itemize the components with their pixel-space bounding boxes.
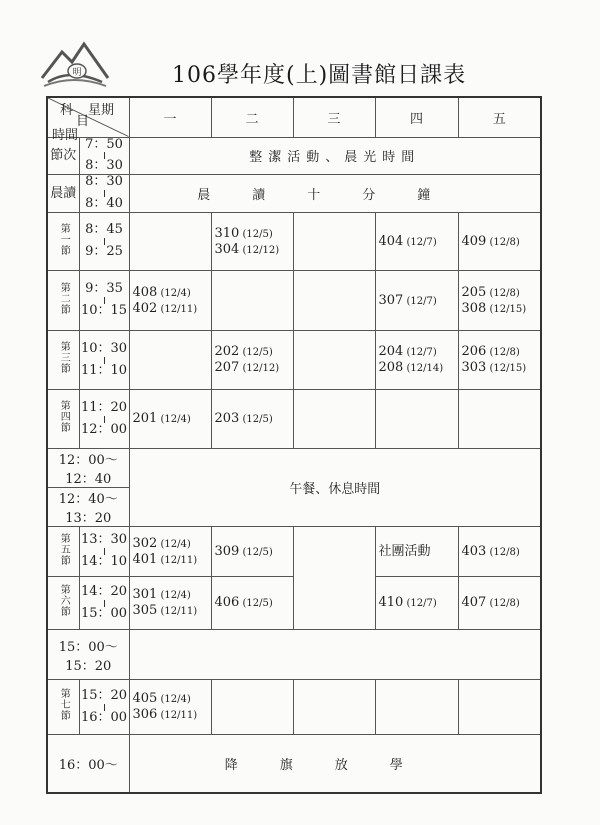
class-entry xyxy=(133,707,211,723)
day-header: 五 xyxy=(458,97,541,137)
class-entry xyxy=(133,285,211,301)
schedule-cell xyxy=(375,213,458,271)
period-row xyxy=(47,527,541,577)
class-entry xyxy=(379,293,458,309)
class-number: 302 xyxy=(132,535,158,551)
class-entry xyxy=(379,234,458,250)
class-number: 401 xyxy=(132,551,158,567)
class-date: (12/11) xyxy=(157,710,198,722)
class-number: 407 xyxy=(461,595,487,611)
schedule-cell xyxy=(458,390,541,449)
class-date: (12/14) xyxy=(403,363,444,375)
schedule-cell xyxy=(211,271,293,331)
class-date: (12/11) xyxy=(157,554,198,566)
period-row xyxy=(47,213,541,271)
class-date: (12/8) xyxy=(486,287,520,299)
class-number: 303 xyxy=(461,360,487,376)
class-number: 402 xyxy=(132,300,158,316)
class-number: 306 xyxy=(132,707,158,723)
header-row xyxy=(47,97,541,137)
svg-text:明: 明 xyxy=(72,68,82,78)
class-date: (12/8) xyxy=(486,347,520,359)
class-entry xyxy=(133,301,211,317)
cleaning-row xyxy=(47,137,541,175)
schedule-cell xyxy=(211,331,293,390)
class-number: 208 xyxy=(378,360,404,376)
class-date: (12/8) xyxy=(486,546,520,558)
schedule-table xyxy=(46,96,542,794)
period-row xyxy=(47,271,541,331)
schedule-cell xyxy=(293,527,375,630)
class-entry xyxy=(133,603,211,619)
class-entry xyxy=(133,587,211,603)
schedule-cell xyxy=(293,390,375,449)
period-row xyxy=(47,331,541,390)
lunch-time-1: 12：00～12：40 xyxy=(47,449,129,488)
class-date: (12/7) xyxy=(403,295,437,307)
schedule-cell xyxy=(375,390,458,449)
schedule-cell xyxy=(458,213,541,271)
class-entry xyxy=(462,344,541,360)
schedule-cell xyxy=(375,577,458,630)
period-label: 第三節 xyxy=(47,331,79,390)
lunch-time-2: 12：40～13：20 xyxy=(47,488,129,527)
class-date: (12/4) xyxy=(157,538,191,550)
class-number: 305 xyxy=(132,603,158,619)
class-date: (12/11) xyxy=(157,606,198,618)
class-number: 207 xyxy=(214,360,240,376)
break-time: 15：00～15：20 xyxy=(47,630,129,680)
class-entry xyxy=(462,234,541,250)
schedule-cell xyxy=(458,271,541,331)
schedule-cell xyxy=(458,527,541,577)
school-logo xyxy=(40,38,110,88)
time-range: 9：35 10：15 xyxy=(79,271,129,331)
class-date: (12/4) xyxy=(157,694,191,706)
class-entry xyxy=(215,360,293,376)
reading-activity: 晨讀十分鐘 xyxy=(129,175,541,213)
class-date: (12/4) xyxy=(157,590,191,602)
class-date: (12/4) xyxy=(157,287,191,299)
class-number: 304 xyxy=(214,241,240,257)
time-range: 7：50 8：30 xyxy=(79,137,129,175)
class-date: (12/7) xyxy=(403,598,437,610)
class-entry xyxy=(215,344,293,360)
class-number: 204 xyxy=(378,344,404,360)
class-number: 203 xyxy=(214,411,240,427)
class-number: 309 xyxy=(214,543,240,559)
schedule-cell xyxy=(293,331,375,390)
time-range: 14：20 15：00 xyxy=(79,577,129,630)
schedule-cell xyxy=(293,271,375,331)
class-date: (12/8) xyxy=(486,236,520,248)
period-label: 第一節 xyxy=(47,213,79,271)
class-entry xyxy=(462,301,541,317)
day-header: 三 xyxy=(293,97,375,137)
schedule-cell xyxy=(129,331,211,390)
day-header: 一 xyxy=(129,97,211,137)
schedule-cell xyxy=(375,680,458,735)
class-entry xyxy=(215,411,293,427)
page-title: 106學年度(上)圖書館日課表 xyxy=(172,63,467,88)
day-header: 二 xyxy=(211,97,293,137)
class-number: 406 xyxy=(214,595,240,611)
schedule-cell xyxy=(375,331,458,390)
class-entry xyxy=(379,544,458,559)
period-label: 第四節 xyxy=(47,390,79,449)
period-label: 第二節 xyxy=(47,271,79,331)
class-date: (12/4) xyxy=(157,414,191,426)
class-number: 404 xyxy=(378,233,404,249)
schedule-cell xyxy=(129,577,211,630)
dismissal-time: 16：00～ xyxy=(47,735,129,793)
lunch-break: 午餐、休息時間 xyxy=(129,449,541,527)
class-date: (12/5) xyxy=(239,347,273,359)
cleaning-activity: 整潔活動、晨光時間 xyxy=(129,137,541,175)
dismissal-row xyxy=(47,735,541,793)
class-number: 205 xyxy=(461,284,487,300)
afternoon-break-row xyxy=(47,630,541,680)
schedule-cell xyxy=(293,213,375,271)
row-label: 節次 xyxy=(47,137,79,175)
class-entry xyxy=(379,344,458,360)
class-entry xyxy=(133,411,211,427)
class-entry xyxy=(215,595,293,611)
class-number: 310 xyxy=(214,225,240,241)
class-date: (12/8) xyxy=(486,598,520,610)
reading-row xyxy=(47,175,541,213)
class-number: 307 xyxy=(378,292,404,308)
class-number: 202 xyxy=(214,344,240,360)
class-number: 301 xyxy=(132,587,158,603)
class-date: (12/5) xyxy=(239,228,273,240)
class-date: (12/5) xyxy=(239,546,273,558)
schedule-cell xyxy=(129,680,211,735)
class-date: (12/5) xyxy=(239,414,273,426)
class-number: 410 xyxy=(378,595,404,611)
schedule-cell xyxy=(375,527,458,577)
schedule-cell xyxy=(293,680,375,735)
schedule-cell xyxy=(458,331,541,390)
time-range: 10：30 11：10 xyxy=(79,331,129,390)
schedule-cell xyxy=(129,213,211,271)
break-empty xyxy=(129,630,541,680)
time-range: 11：20 12：00 xyxy=(79,390,129,449)
period-label: 第六節 xyxy=(47,577,79,630)
class-date: (12/12) xyxy=(239,363,280,375)
schedule-cell xyxy=(211,577,293,630)
period-row xyxy=(47,390,541,449)
schedule-cell xyxy=(458,577,541,630)
class-number: 308 xyxy=(461,300,487,316)
class-number: 409 xyxy=(461,233,487,249)
time-range: 15：20 16：00 xyxy=(79,680,129,735)
day-header: 四 xyxy=(375,97,458,137)
time-range: 8：45 9：25 xyxy=(79,213,129,271)
schedule-cell xyxy=(129,390,211,449)
period-label: 第五節 xyxy=(47,527,79,577)
class-entry xyxy=(462,360,541,376)
class-number: 社團活動 xyxy=(378,544,431,560)
class-entry xyxy=(462,544,541,560)
class-number: 405 xyxy=(132,691,158,707)
period-label: 第七節 xyxy=(47,680,79,735)
class-number: 201 xyxy=(132,411,158,427)
dismissal-activity: 降旗放學 xyxy=(129,735,541,793)
class-entry xyxy=(215,242,293,258)
time-range: 13：30 14：10 xyxy=(79,527,129,577)
schedule-cell xyxy=(458,680,541,735)
schedule-cell xyxy=(211,527,293,577)
time-range: 8：30 8：40 xyxy=(79,175,129,213)
class-entry xyxy=(133,691,211,707)
schedule-cell xyxy=(211,390,293,449)
class-entry xyxy=(462,285,541,301)
class-date: (12/12) xyxy=(239,244,280,256)
class-entry xyxy=(215,226,293,242)
schedule-cell xyxy=(129,271,211,331)
class-number: 408 xyxy=(132,284,158,300)
class-entry xyxy=(379,595,458,611)
class-entry xyxy=(462,595,541,611)
class-entry xyxy=(379,360,458,376)
class-number: 206 xyxy=(461,344,487,360)
class-entry xyxy=(133,552,211,568)
schedule-cell xyxy=(211,680,293,735)
corner-header-cell: 科 星期 目 時間 xyxy=(47,97,129,137)
lunch-row-1 xyxy=(47,449,541,488)
row-label: 晨讀 xyxy=(47,175,79,213)
class-date: (12/7) xyxy=(403,236,437,248)
schedule-cell xyxy=(211,213,293,271)
schedule-cell xyxy=(129,527,211,577)
class-date: (12/11) xyxy=(157,303,198,315)
schedule-cell xyxy=(375,271,458,331)
class-number: 403 xyxy=(461,543,487,559)
period-row xyxy=(47,680,541,735)
class-date: (12/15) xyxy=(486,303,527,315)
class-date: (12/5) xyxy=(239,598,273,610)
class-date: (12/7) xyxy=(403,347,437,359)
class-entry xyxy=(133,536,211,552)
class-entry xyxy=(215,544,293,560)
class-date: (12/15) xyxy=(486,363,527,375)
